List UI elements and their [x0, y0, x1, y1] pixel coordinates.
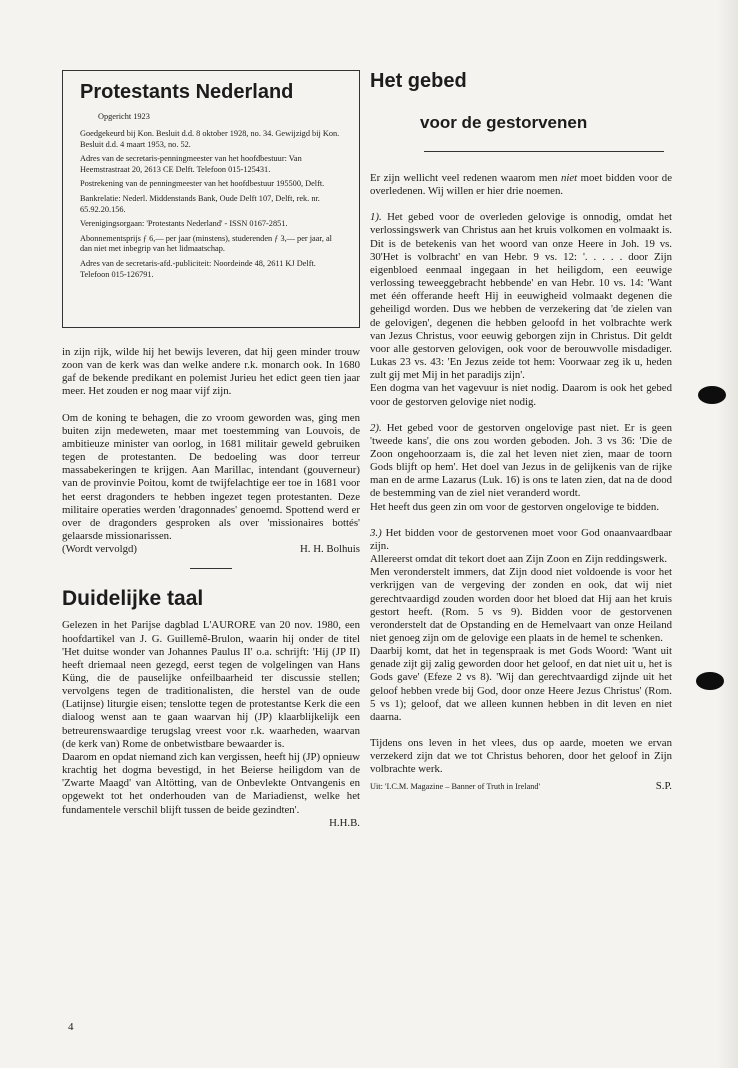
body-paragraph: Daarbij komt, dat het in tegenspraak is met Gods Woord: 'Want uit genade zijt gij zalig geworden door het geloof, en dat niet uit u, het is Gods gave' (Efeze 2 vs 8). 'Wij dan gerechtvaardigd zijnde uit het geloof hebben vrede bij God, door onze Heere Jezus Christus' (Rom. 5 vs 1); geloof, dat we alleen kunnen hebben in dit leven en niet daarna.	[370, 645, 672, 723]
source: Uit: 'I.C.M. Magazine – Banner of Truth in Ireland'	[370, 781, 541, 791]
article-title: Duidelijke taal	[62, 587, 204, 611]
box-line: Adres van de secretaris-penningmeester van het hoofdbestuur: Van Heemstrastraat 20, 2613 CE Delft. Telefoon 015-125431.	[80, 154, 302, 174]
point-2: 2). Het gebed voor de gestorven ongelovige past niet. Er is geen 'tweede kans', die ons zou worden geboden. Joh. 3 vs 36: 'Die de Zoon ongehoorzaam is, die zal het leven niet zien, maar de toorn Gods blijft op hem'. Het doel van Jezus in de gelijkenis van de rijke man en de arme Lazarus (Luk. 16) is ons te laten zien, dat na de dood de bestemming van de ziel niet veranderd wordt.	[370, 421, 672, 500]
body-paragraph: Daarom en opdat niemand zich kan vergissen, heeft hij (JP) opnieuw krachtig het dogma bevestigd, in het Beierse heiligdom van de 'Zwarte Maagd' van Altötting, van de Onbevlekte Ontvangenis en opgewekt tot het onderhouden van de Mariadienst, welke het fundamentele verschil blijft tussen de beide gezindten'.	[62, 750, 360, 816]
body-paragraph: Men veronderstelt immers, dat Zijn dood niet voldoende is voor het verkrijgen van de vergeving der zonden en ook, dat wij niet gerechtvaardigd zouden worden door het bloed dat Hij aan het kruis gestort heeft. (Rom. 5 vs 9). Bidden voor de gestorvenen veronderstelt dat de Opstanding en de Hemelvaart van onze Heiland niet genoeg zijn om de gelovige een plaats in de hemel te schenken.	[370, 566, 672, 644]
article-subtitle: voor de gestorvenen	[420, 113, 588, 132]
box-line: Postrekening van de penningmeester van het hoofdbestuur 195500, Delft.	[80, 179, 325, 189]
article-title: Het gebed	[370, 70, 467, 92]
ink-blot	[696, 672, 724, 690]
right-column	[370, 70, 672, 792]
box-line: Abonnementsprijs ƒ 6,— per jaar (minstens), studerenden ƒ 3,— per jaar, al dan niet met inbegrip van het lidmaatschap.	[80, 233, 332, 254]
point-1: 1). Het gebed voor de overleden gelovige is onnodig, omdat het verlossingswerk van Christus aan het kruis volkomen en volmaakt is. Dit is de betekenis van het woord van onze Heere in Joh. 19 vs. 30'Het is volbracht' en van Hebr. 9 vs. 12: '. . . . . door Zijn eigenbloed eenmaal ingegaan in het heiligdom, een eeuwige verlossing teweeggebracht hebbende' en van Hebr. 10 vs. 14: 'Want met één offerande heeft Hij in eeuwigheid volmaakt degenen die geheiligd worden. Dus we hebben de verzekering dat 'de zielen van de gelovigen', degenen die hebben geloofd in het volbrachte werk van Jezus Christus, voor eeuwig geborgen zijn in Christus. Dit geldt voor alle gestorven gelovigen, ook voor de berouwvolle misdadiger. Lukas 23 vs. 43: 'En Jezus zeide tot hem: Voorwaar zeg ik u, heden zult gij met Mij in het paradijs zijn'.	[370, 211, 672, 382]
page-edge-shadow	[718, 0, 738, 1068]
intro-paragraph: Er zijn wellicht veel redenen waarom men niet moet bidden voor de overledenen. Wij willen er hier drie noemen.	[370, 172, 672, 198]
left-column	[62, 70, 360, 830]
box-title: Protestants Nederland	[80, 81, 294, 103]
divider	[424, 151, 664, 152]
divider	[190, 568, 232, 569]
source-line	[370, 781, 672, 792]
author: S.P.	[655, 779, 672, 792]
body-paragraph: in zijn rijk, wilde hij het bewijs leveren, dat hij geen minder trouw zoon van de kerk was dan welke andere r.k. monarch ook. In 1680 gaf de bekende predikant en polemist Jurieu het edict geen tien jaar meer. Het zouden er nog maar vijf zijn.	[62, 346, 360, 398]
body-paragraph: Allereerst omdat dit tekort doet aan Zijn Zoon en Zijn reddingswerk.	[370, 553, 668, 566]
box-line: Verenigingsorgaan: 'Protestants Nederland' - ISSN 0167-2851.	[80, 219, 288, 229]
page-number: 4	[68, 1021, 74, 1033]
point-3: 3.) Het bidden voor de gestorvenen moet voor God onaanvaardbaar zijn.	[370, 526, 672, 552]
body-paragraph: Een dogma van het vagevuur is niet nodig. Daarom is ook het gebed voor de gestorven gelovige niet nodig.	[370, 382, 672, 408]
body-paragraph: Gelezen in het Parijse dagblad L'AURORE van 20 nov. 1980, een hoofdartikel van J. G. Guillemê-Brulon, waarin hij onder de titel 'Het duitse wonder van Johannes Paulus II' o.a. schrijft: 'Hij (JP II) heeft driemaal neen gezegd, eerst tegen de volgelingen van Hans Küng, die de pauselijke onfeilbaarheid ter discussie stellen; vervolgens tegen de traditionalisten, die herstel van de oude (Latijnse) liturgie eisen; tenslotte tegen de protestantse Kerk die een dialoog wenst aan te gaan waarvan hij (JP) klaarblijkelijk een betreurenswaardige terugslag vreest voor r.k. waarheden, waarvan (de kerk van) Rome de onbetwistbare bewaarder is.	[62, 619, 360, 750]
author: H.H.B.	[329, 816, 360, 829]
box-line: Bankrelatie: Nederl. Middenstands Bank, Oude Delft 107, Delft, rek. nr. 65.92.20.156.	[80, 193, 320, 214]
closing-paragraph: Tijdens ons leven in het vlees, dus op aarde, moeten we ervan verzekerd zijn dat we tot Christus behoren, door het geloof in Zijn volbrachte werk.	[370, 737, 672, 776]
continued-note: (Wordt vervolgd)	[62, 543, 137, 556]
body-paragraph: Het heeft dus geen zin om voor de gestorven ongelovige te bidden.	[370, 500, 660, 513]
author: H. H. Bolhuis	[300, 543, 360, 556]
body-paragraph: Om de koning te behagen, die zo vroom geworden was, ging men buiten zijn medeweten, maar met toestemming van Louvois, de ambitieuze minister van oorlog, in 1681 militair geweld gebruiken tegen de protestanten. De bedoeling was door terreur massabekeringen te krijgen. Aan Marillac, intendant (gouverneur) van de provinvie Poitou, komt de twijfelachtige eer toe in 1681 voor het eerst dragonders te hebben ingezet tegen protestanten. Deze militaire operaties werden 'dragonnades' genoemd. Spottend werd er over de dragonders gesproken als over 'missionaires bottés' gelaarsde missionarissen.	[62, 411, 360, 543]
box-line: Goedgekeurd bij Kon. Besluit d.d. 8 oktober 1928, no. 34. Gewijzigd bij Kon. Besluit d.d. 4 maart 1953, no. 52.	[80, 129, 340, 149]
article-signature	[62, 543, 360, 556]
box-subtitle: Opgericht 1923	[98, 112, 150, 121]
info-box	[62, 70, 360, 328]
ink-blot	[698, 386, 726, 404]
box-line: Adres van de secretaris-afd.-publiciteit: Noordeinde 48, 2611 KJ Delft. Telefoon 015-126791.	[80, 258, 316, 279]
